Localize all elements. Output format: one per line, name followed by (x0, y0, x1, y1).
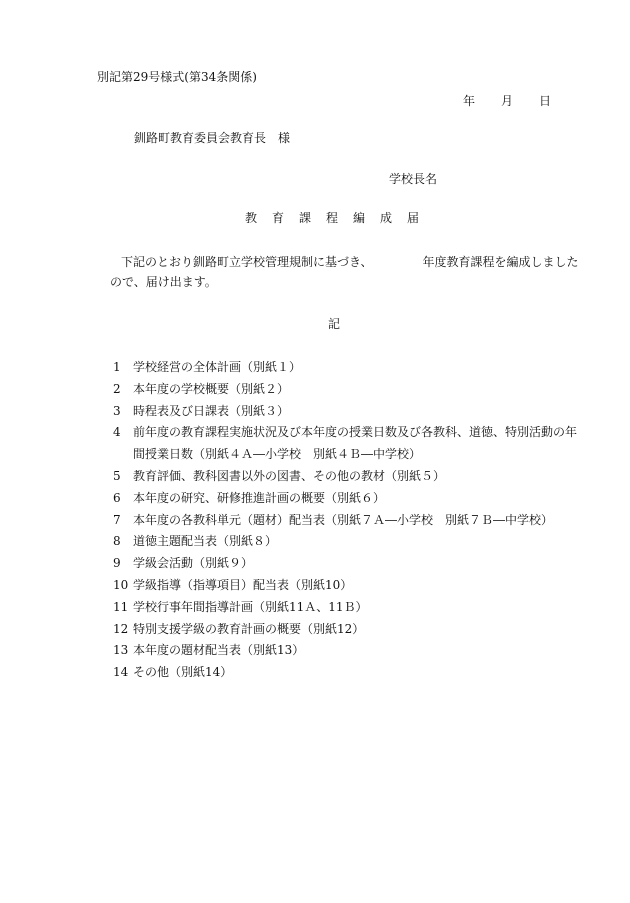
body-text-after-blank: 年度教育課程を編成しました (422, 255, 579, 269)
list-item-number: 9 (113, 556, 121, 571)
list-item-text: 本年度の研究、研修推進計画の概要（別紙６） (133, 490, 386, 505)
list-item-number: 4 (113, 425, 121, 440)
list-item-text: 特別支援学級の教育計画の概要（別紙12） (133, 621, 365, 636)
list-item (113, 623, 364, 635)
list-item-text: 時程表及び日課表（別紙３） (133, 403, 290, 418)
list-item-number: 3 (113, 403, 121, 418)
list-item-text: 道徳主題配当表（別紙８） (133, 534, 278, 549)
list-item-text: 本年度の各教科単元（題材）配当表（別紙７Ａ―小学校 別紙７Ｂ―中学校） (133, 512, 554, 527)
form-number: 別記第29号様式(第34条関係) (97, 70, 257, 84)
list-item-text: その他（別紙14） (133, 665, 233, 680)
list-item-text: 学校経営の全体計画（別紙１） (133, 360, 302, 374)
addressee: 釧路町教育委員会教育長 様 (134, 131, 291, 145)
list-item (113, 405, 289, 417)
list-item-text: 前年度の教育課程実施状況及び本年度の授業日数及び各教科、道徳、特別活動の年 (133, 425, 578, 440)
list-item (113, 557, 253, 569)
list-item-text: 学級指導（指導項目）配当表（別紙10） (133, 578, 353, 592)
list-item (113, 666, 232, 678)
list-item-text: 本年度の学校概要（別紙２） (133, 381, 290, 396)
list-item-number: 7 (113, 512, 121, 527)
list-item (113, 535, 277, 547)
list-item (113, 601, 368, 613)
list-item (113, 426, 577, 438)
list-item-text: 学級会活動（別紙９） (133, 556, 254, 571)
list-item (113, 492, 385, 504)
list-item-number: 2 (113, 381, 121, 396)
list-item-number: 11 (113, 599, 129, 614)
document-title: 教育課程編成届 (245, 211, 435, 225)
date-line (463, 95, 551, 107)
list-item-number: 5 (113, 469, 121, 483)
list-item (113, 383, 289, 395)
list-item (113, 514, 553, 526)
list-item-text: 学校行事年間指導計画（別紙11Ａ、11Ｂ） (133, 599, 368, 614)
body-text-line1 (121, 256, 579, 268)
date-year: 年 (463, 94, 476, 108)
list-item (113, 470, 445, 482)
list-item-number: 1 (113, 360, 121, 374)
date-day: 日 (539, 94, 552, 108)
list-item-text: 教育評価、教科図書以外の図書、その他の教材（別紙５） (133, 469, 446, 483)
list-item-continuation: 間授業日数（別紙４Ａ―小学校 別紙４Ｂ―中学校） (133, 447, 422, 462)
list-item-number: 14 (113, 665, 129, 680)
list-item-number: 12 (113, 621, 129, 636)
body-text-before-blank: 下記のとおり釧路町立学校管理規制に基づき、 (121, 255, 373, 269)
list-item-text: 本年度の題材配当表（別紙13） (133, 643, 305, 658)
list-item (113, 361, 301, 373)
ki-heading: 記 (328, 317, 341, 331)
signatory-name: 学校長名 (389, 172, 438, 186)
list-item-number: 10 (113, 578, 129, 592)
list-item-number: 13 (113, 643, 129, 658)
list-item-number: 8 (113, 534, 121, 549)
body-text-line2: ので、届け出ます。 (110, 275, 217, 289)
list-item (113, 644, 304, 656)
list-item-number: 6 (113, 490, 121, 505)
date-month: 月 (501, 94, 514, 108)
list-item (113, 579, 352, 591)
